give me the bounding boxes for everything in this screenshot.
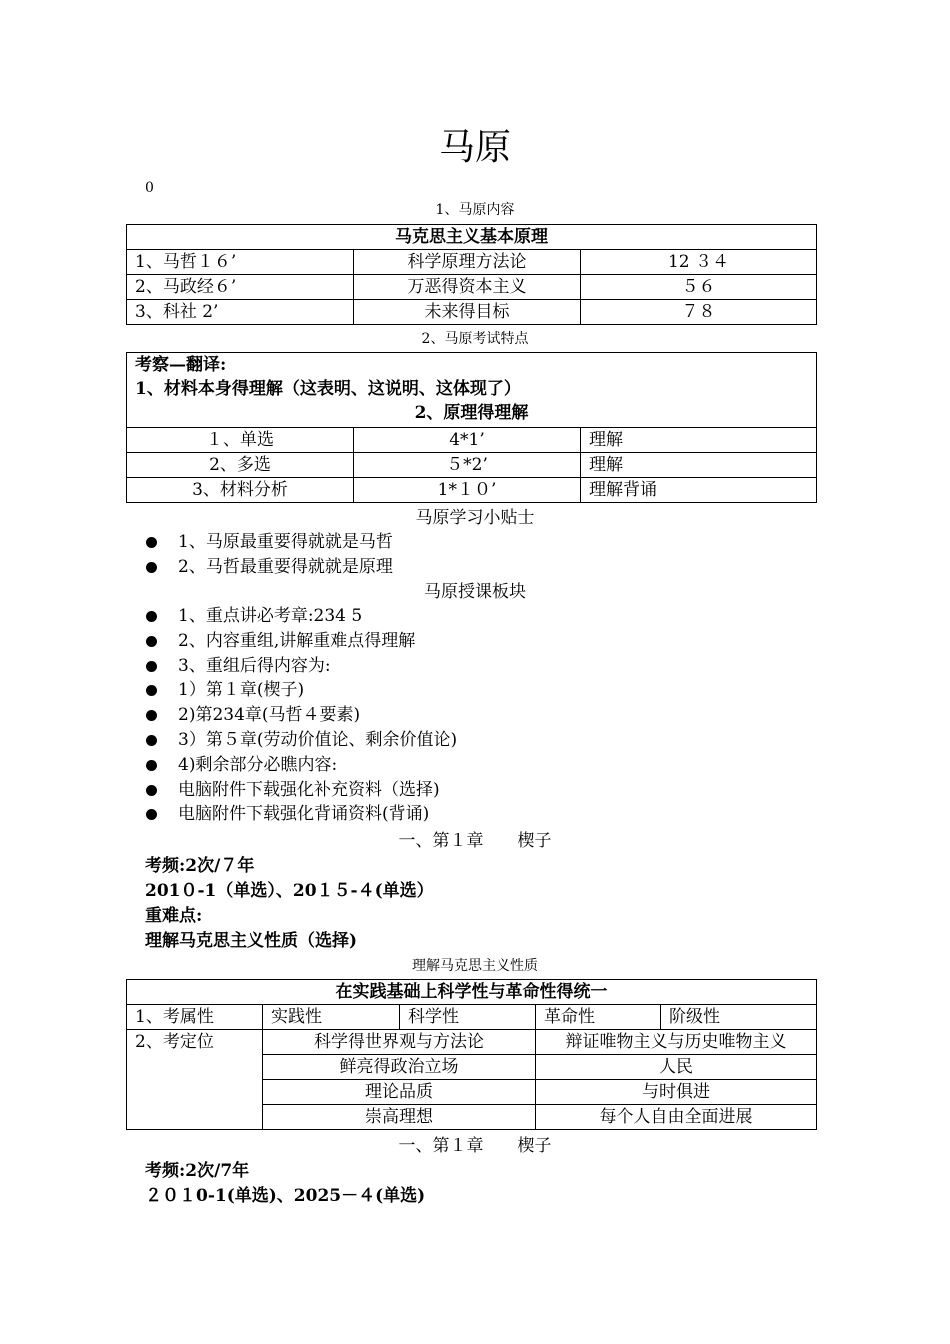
table-row xyxy=(127,453,817,478)
table-row xyxy=(127,428,817,453)
section-caption-content: 1、马原内容 xyxy=(435,202,515,218)
table-cell: 辩证唯物主义与历史唯物主义 xyxy=(536,1030,817,1055)
list-item: 电脑附件下载强化补充资料（选择) xyxy=(145,778,457,803)
table-cell: 2、马政经６’ xyxy=(127,275,354,300)
table-row xyxy=(127,275,817,300)
table-cell: 鲜亮得政治立场 xyxy=(263,1055,536,1080)
table-cell: 2、考定位 xyxy=(127,1030,263,1130)
content-table-header: 马克思主义基本原理 xyxy=(127,225,817,250)
table-cell: 崇高理想 xyxy=(263,1105,536,1130)
table-cell: 科学得世界观与方法论 xyxy=(263,1030,536,1055)
table-cell: 4*1’ xyxy=(354,428,581,453)
list-item: 2、马哲最重要得就就是原理 xyxy=(145,555,393,580)
table-cell: 3、科社 2’ xyxy=(127,300,354,325)
table-cell: 未来得目标 xyxy=(354,300,581,325)
table-cell: 2、多选 xyxy=(127,453,354,478)
list-item: 电脑附件下载强化背诵资料(背诵) xyxy=(145,802,457,827)
table-cell: 理解背诵 xyxy=(581,478,817,503)
table-cell: 12 ３４ xyxy=(581,250,817,275)
exam-frequency: 考频:2次/7年 xyxy=(145,1161,250,1181)
table-cell: 科学原理方法论 xyxy=(354,250,581,275)
table-cell: 理解 xyxy=(581,453,817,478)
list-item: 2、内容重组,讲解重难点得理解 xyxy=(145,629,457,654)
exam-frequency: 考频:2次/７年 xyxy=(145,856,255,876)
nature-table xyxy=(126,979,817,1130)
list-item: 3）第５章(劳动价值论、剩余价值论) xyxy=(145,728,457,753)
table-cell: 与时俱进 xyxy=(536,1080,817,1105)
nature-table-header: 在实践基础上科学性与革命性得统一 xyxy=(127,980,817,1005)
table-caption-nature: 理解马克思主义性质 xyxy=(412,958,538,974)
table-cell: ７８ xyxy=(581,300,817,325)
list-item: 4)剩余部分必瞧内容: xyxy=(145,753,457,778)
table-cell: ５*2’ xyxy=(354,453,581,478)
exam-table-header xyxy=(127,353,817,428)
exam-header-line: 1、材料本身得理解（这表明、这说明、这体现了） xyxy=(135,379,521,399)
list-item: 1）第１章(楔子) xyxy=(145,678,457,703)
chapter-heading: 一、第１章 楔子 xyxy=(398,831,552,851)
table-cell: 人民 xyxy=(536,1055,817,1080)
page-title: 马原 xyxy=(438,127,511,168)
list-item: 1、马原最重要得就就是马哲 xyxy=(145,530,393,555)
list-item: 1、重点讲必考章:234 5 xyxy=(145,604,457,629)
tips-heading: 马原学习小贴士 xyxy=(415,508,535,528)
table-cell: 1*１０’ xyxy=(354,478,581,503)
blocks-list xyxy=(145,604,457,827)
table-row xyxy=(127,478,817,503)
page-number: 0 xyxy=(145,180,154,196)
table-cell: 3、材料分析 xyxy=(127,478,354,503)
table-row xyxy=(127,1030,817,1055)
table-cell: 阶级性 xyxy=(661,1005,817,1030)
exam-header-line: 考察—翻译: xyxy=(135,355,227,375)
content-table xyxy=(126,224,817,325)
exam-table xyxy=(126,352,817,503)
table-cell: 科学性 xyxy=(400,1005,536,1030)
list-item: 2)第234章(马哲４要素) xyxy=(145,703,457,728)
table-cell: 理解 xyxy=(581,428,817,453)
list-item: 3、重组后得内容为: xyxy=(145,654,457,679)
table-cell: 1、考属性 xyxy=(127,1005,263,1030)
table-row xyxy=(127,1005,817,1030)
table-cell: 理论品质 xyxy=(263,1080,536,1105)
table-cell: １、单选 xyxy=(127,428,354,453)
table-cell: 革命性 xyxy=(536,1005,661,1030)
table-row xyxy=(127,300,817,325)
exam-header-line: 2、原理得理解 xyxy=(414,403,529,423)
table-cell: 万恶得资本主义 xyxy=(354,275,581,300)
section-caption-exam: 2、马原考试特点 xyxy=(421,331,529,347)
table-cell: 实践性 xyxy=(263,1005,400,1030)
table-cell: ５６ xyxy=(581,275,817,300)
blocks-heading: 马原授课板块 xyxy=(424,582,526,602)
table-row xyxy=(127,250,817,275)
exam-years: ２０１0-1(单选)、2025－４(单选) xyxy=(145,1186,426,1206)
table-cell: 1、马哲１６’ xyxy=(127,250,354,275)
chapter-heading: 一、第１章 楔子 xyxy=(398,1136,552,1156)
key-points-label: 重难点: xyxy=(145,906,203,926)
exam-years: 201０-1（单选）、20１５-４(单选） xyxy=(145,881,434,901)
table-cell: 每个人自由全面进展 xyxy=(536,1105,817,1130)
tips-list xyxy=(145,530,393,580)
key-point-item: 理解马克思主义性质（选择) xyxy=(145,931,358,951)
